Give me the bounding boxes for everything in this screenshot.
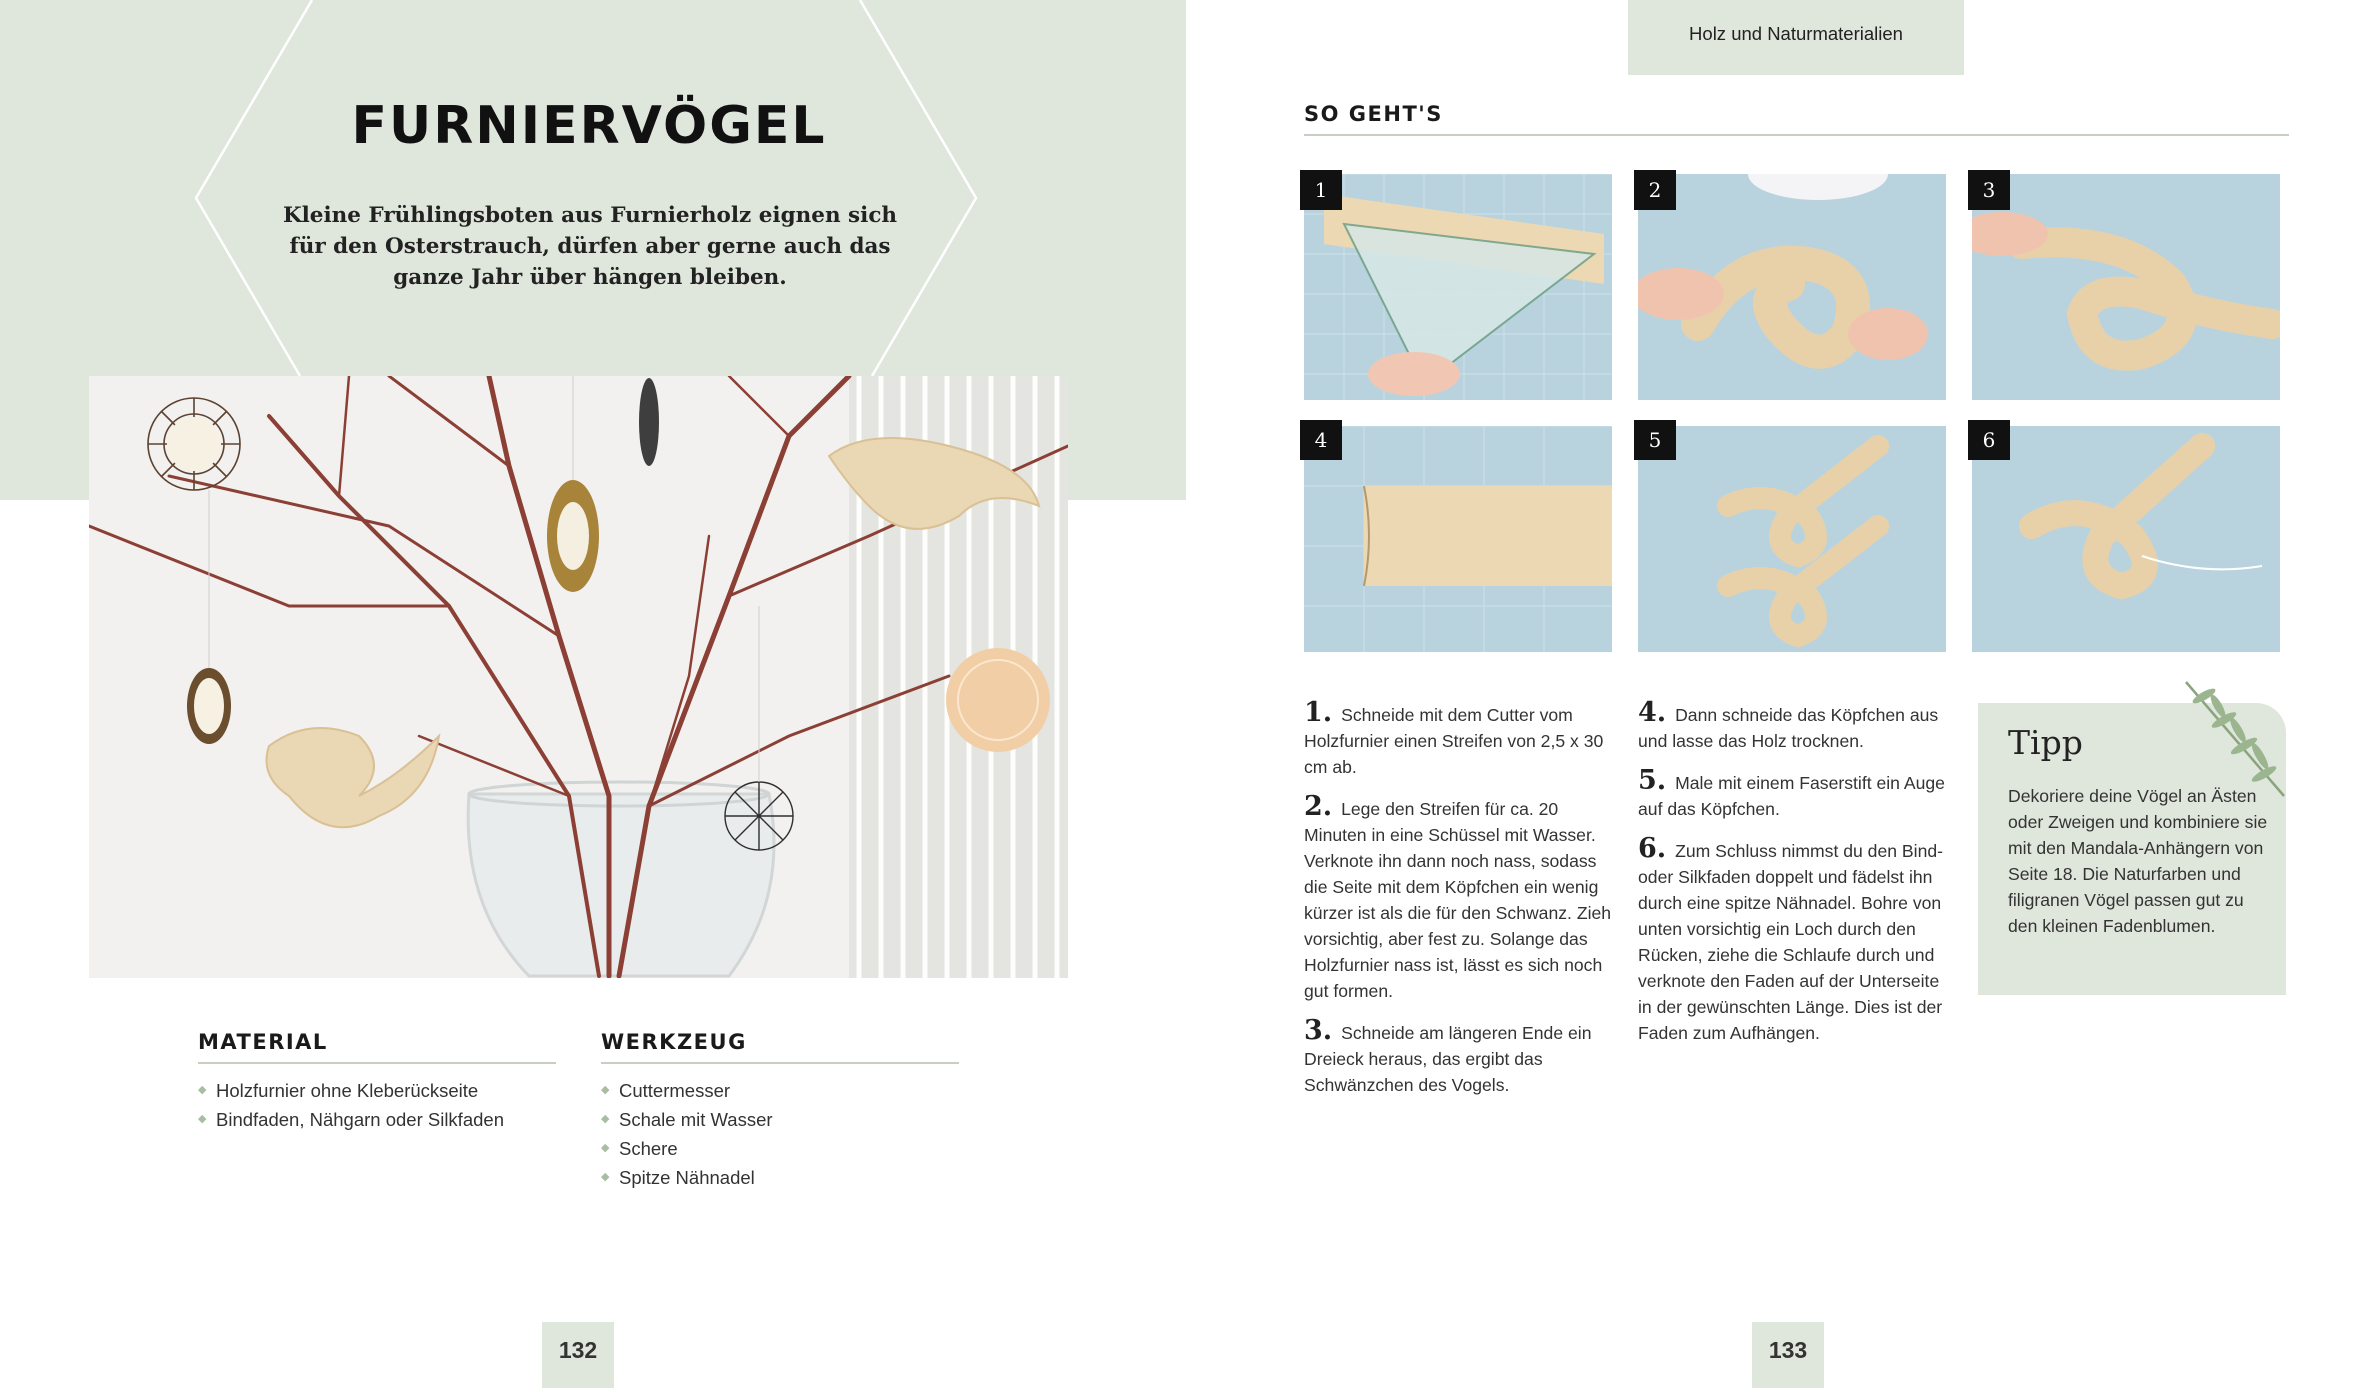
step-photo-4 [1304, 426, 1612, 652]
step-text: Dann schneide das Köpfchen aus und lasse das Holz trocknen. [1638, 705, 1939, 751]
step-number: 1. [1304, 697, 1333, 728]
step-text: Zum Schluss nimmst du den Bind- oder Silkfaden doppelt und fädelst ihn durch eine spitze Nähnadel. Bohre von unten vorsichtig ein Loch durch den Rücken, ziehe die Schlaufe durch und verknote den Faden auf der Unterseite in der gewünschten Länge. Dies ist der Faden zum Aufhängen. [1638, 841, 1943, 1043]
step-badge-1: 1 [1300, 170, 1342, 210]
chapter-tab: Holz und Naturmaterialien [1628, 0, 1964, 75]
step-badge-3: 3 [1968, 170, 2010, 210]
werkzeug-list [601, 1076, 981, 1192]
step-photo-2 [1638, 174, 1946, 400]
material-heading: MATERIAL [198, 1030, 556, 1064]
page-number-right: 133 [1752, 1322, 1824, 1388]
list-item: ◆ Spitze Nähnadel [601, 1163, 981, 1192]
leaf-sprig-icon [2180, 676, 2290, 802]
tip-title: Tipp [2008, 723, 2083, 762]
step-photo-6 [1972, 426, 2280, 652]
howto-heading: SO GEHT'S [1304, 102, 2289, 136]
step-photo-1 [1304, 174, 1612, 400]
list-item: ◆ Schale mit Wasser [601, 1105, 981, 1134]
instructions-column-2 [1638, 697, 1950, 1060]
step-text: Schneide am längeren Ende ein Dreieck heraus, das ergibt das Schwänzchen des Vogels. [1304, 1023, 1592, 1095]
step-6 [1638, 833, 1950, 1046]
list-item: ◆ Cuttermesser [601, 1076, 981, 1105]
step-text: Schneide mit dem Cutter vom Holzfurnier einen Streifen von 2,5 x 30 cm ab. [1304, 705, 1604, 777]
tip-text: Dekoriere deine Vögel an Ästen oder Zweigen und kombiniere sie mit den Mandala-Anhängern von Seite 18. Die Naturfarben und filigranen Vögel passen gut zu den kleinen Fadenblumen. [2008, 786, 2268, 936]
step-badge-2: 2 [1634, 170, 1676, 210]
page-number-left: 132 [542, 1322, 614, 1388]
material-list [198, 1076, 578, 1134]
step-4 [1638, 697, 1950, 754]
instructions-column-1 [1304, 697, 1616, 1112]
list-item: ◆ Schere [601, 1134, 981, 1163]
step-text: Lege den Streifen für ca. 20 Minuten in eine Schüssel mit Wasser. Verknote ihn dann noch nass, sodass die Seite mit dem Köpfchen ein wenig kürzer ist als die für den Schwanz. Zieh vorsichtig, aber fest zu. Solange das Holzfurnier nass ist, lässt es sich noch gut formen. [1304, 799, 1612, 1001]
hero-photo [89, 376, 1068, 978]
step-badge-5: 5 [1634, 420, 1676, 460]
step-number: 5. [1638, 765, 1667, 796]
step-5 [1638, 765, 1950, 822]
step-2 [1304, 791, 1616, 1004]
page-title: FURNIERVÖGEL [351, 96, 827, 156]
step-number: 4. [1638, 697, 1667, 728]
step-number: 6. [1638, 833, 1667, 864]
step-3 [1304, 1015, 1616, 1098]
step-number: 3. [1304, 1015, 1333, 1046]
step-badge-4: 4 [1300, 420, 1342, 460]
step-number: 2. [1304, 791, 1333, 822]
step-photo-5 [1638, 426, 1946, 652]
list-item: ◆ Holzfurnier ohne Kleberückseite [198, 1076, 578, 1105]
list-item: ◆ Bindfaden, Nähgarn oder Silkfaden [198, 1105, 578, 1134]
step-text: Male mit einem Faserstift ein Auge auf das Köpfchen. [1638, 773, 1945, 819]
intro-text: Kleine Frühlingsboten aus Furnierholz eignen sich für den Osterstrauch, dürfen aber gerne auch das ganze Jahr über hängen bleiben. [282, 203, 898, 290]
step-1 [1304, 697, 1616, 780]
werkzeug-heading: WERKZEUG [601, 1030, 959, 1064]
step-badge-6: 6 [1968, 420, 2010, 460]
step-photo-3 [1972, 174, 2280, 400]
